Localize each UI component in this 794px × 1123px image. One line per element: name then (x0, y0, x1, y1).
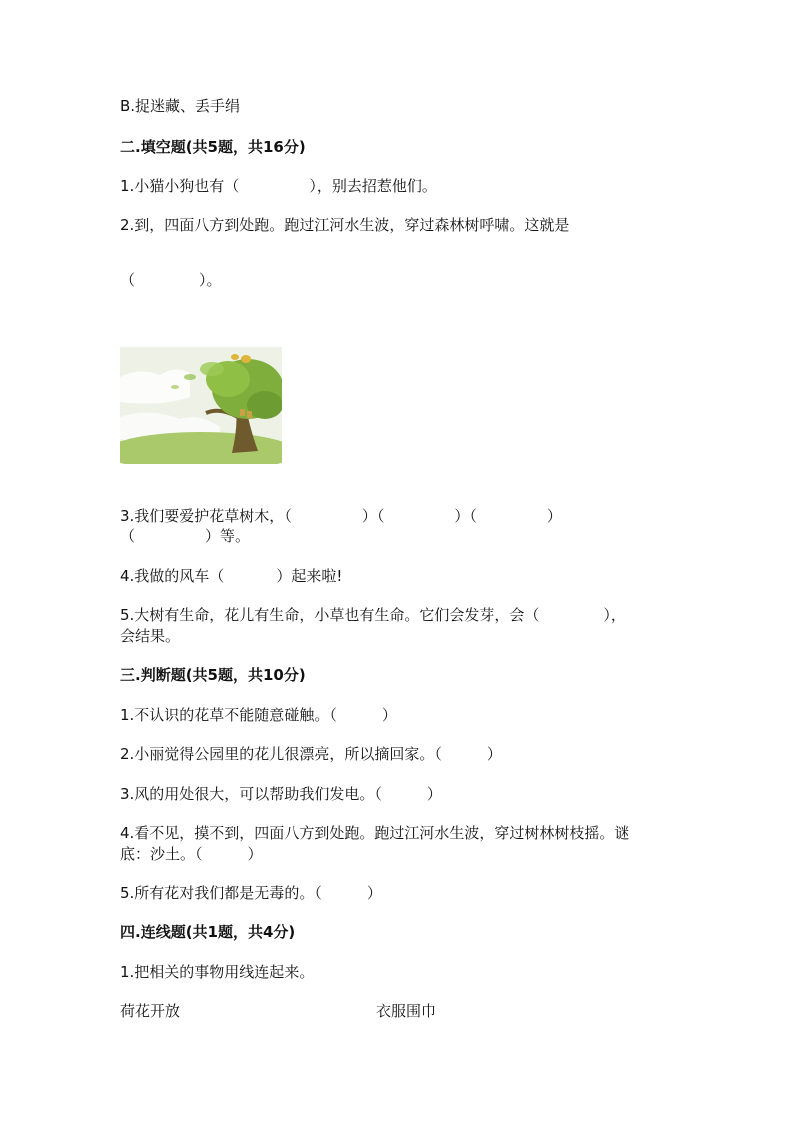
section-fill-blank-title: 二.填空题(共5题，共16分) (120, 138, 306, 156)
fill-blank-q5-line1: 5.大树有生命，花儿有生命，小草也有生命。它们会发芽，会（ ）， (120, 606, 626, 624)
matching-left-item: 荷花开放 (120, 1002, 181, 1020)
fill-blank-q1: 1.小猫小狗也有（ ），别去招惹他们。 (120, 177, 437, 195)
previous-option-b: B.捉迷藏、丢手绢 (120, 97, 241, 115)
fill-blank-q2-line2: （ ）。 (120, 271, 222, 289)
fill-blank-q3-line2: （ ）等。 (120, 527, 251, 545)
judgement-q2: 2.小丽觉得公园里的花儿很漂亮，所以摘回家。（ ） (120, 745, 502, 763)
fill-blank-q2-line1: 2.到，四面八方到处跑。跑过江河水生波，穿过森林树呼啸。这就是 (120, 216, 570, 234)
matching-right-item: 衣服围巾 (376, 1002, 437, 1020)
judgement-q3: 3.风的用处很大，可以帮助我们发电。（ ） (120, 785, 442, 803)
section-matching-title: 四.连线题(共1题，共4分) (120, 923, 296, 941)
judgement-q1: 1.不认识的花草不能随意碰触。（ ） (120, 706, 397, 724)
fill-blank-q4: 4.我做的风车（ ）起来啦! (120, 567, 343, 585)
section-judgement-title: 三.判断题(共5题，共10分) (120, 666, 306, 684)
judgement-q4-line1: 4.看不见，摸不到，四面八方到处跑。跑过江河水生波，穿过树林树枝摇。谜 (120, 824, 630, 842)
fill-blank-q3-line1: 3.我们要爱护花草树木，（ ）（ ）（ ） (120, 507, 562, 525)
judgement-q4-line2: 底：沙土。（ ） (120, 845, 263, 863)
fill-blank-q5-line2: 会结果。 (120, 627, 181, 645)
matching-q1: 1.把相关的事物用线连起来。 (120, 963, 315, 981)
judgement-q5: 5.所有花对我们都是无毒的。（ ） (120, 884, 382, 902)
tree-illustration (120, 347, 282, 464)
